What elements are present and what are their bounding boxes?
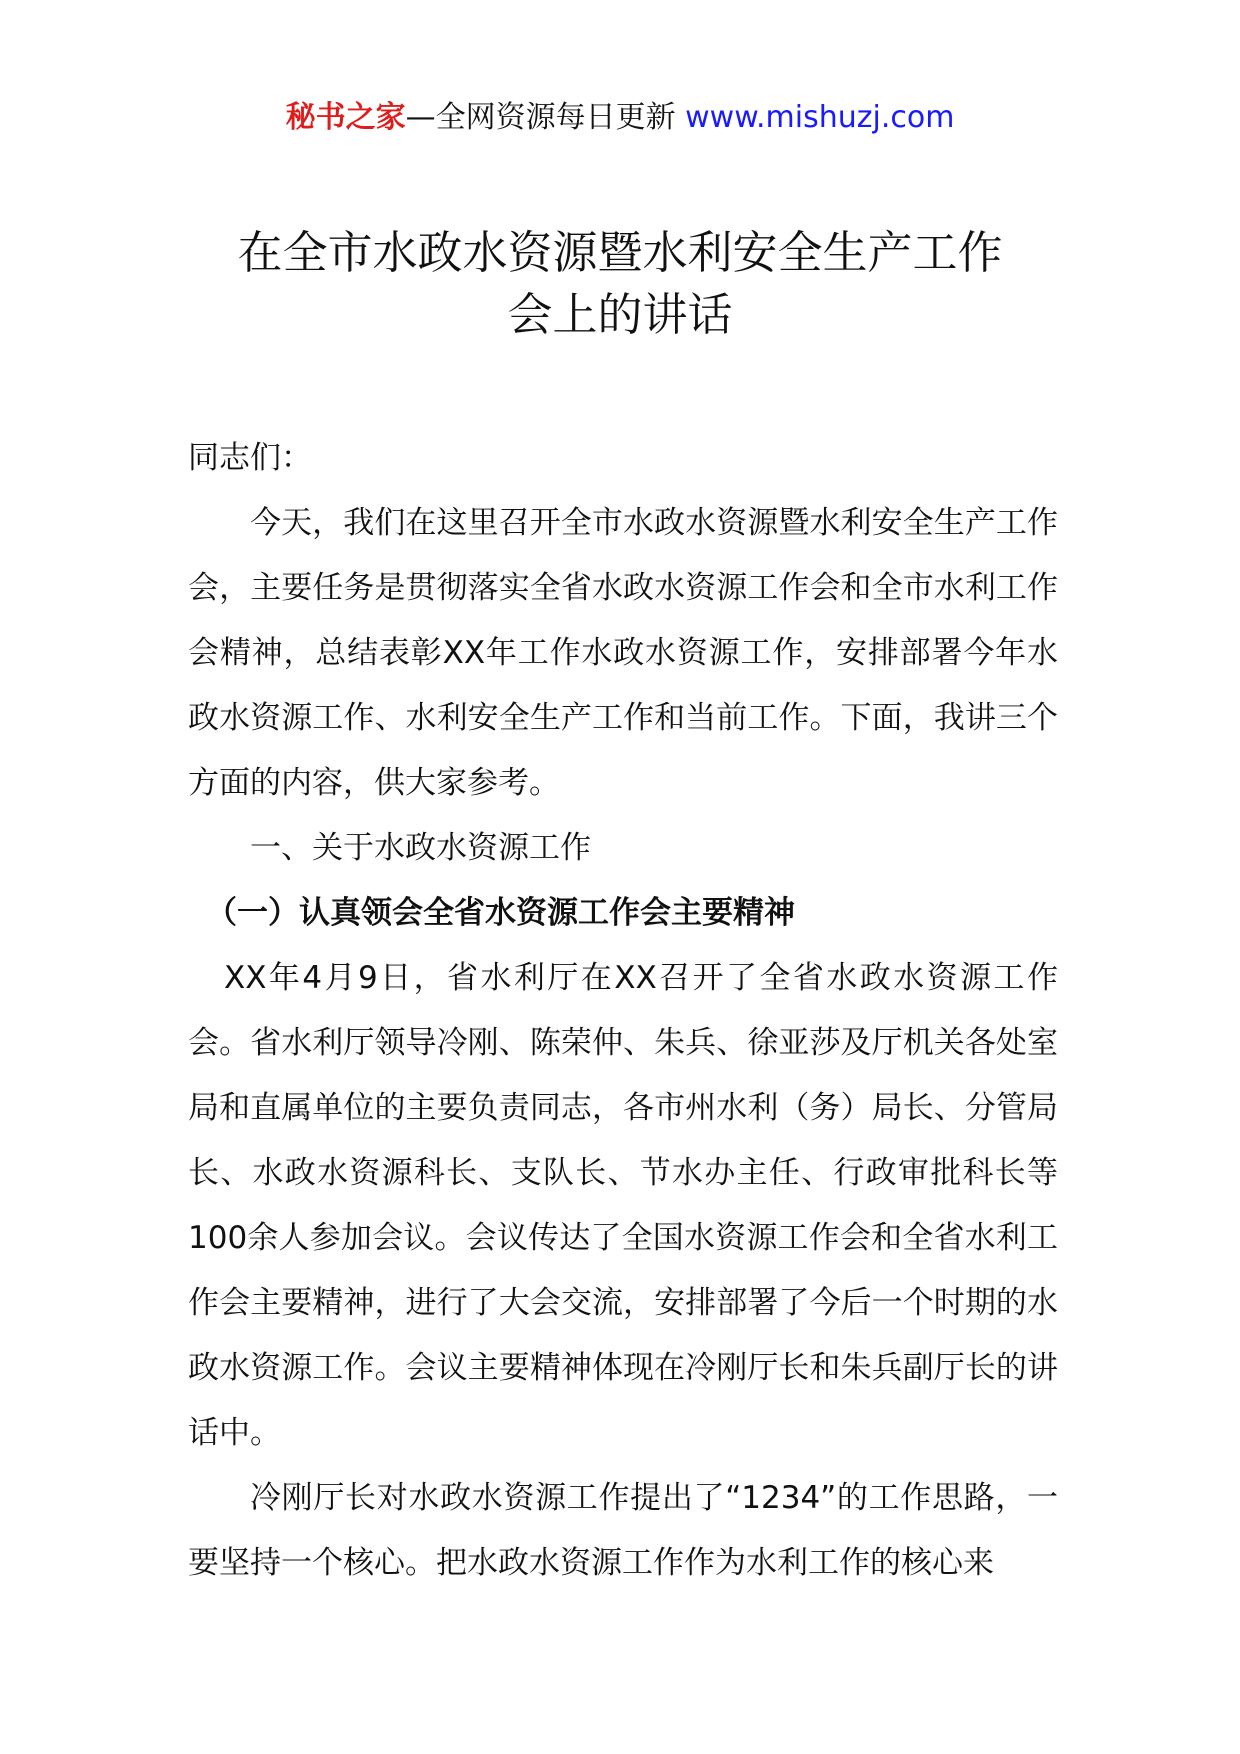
document-title [0,222,1240,346]
site-brand: 秘书之家 [285,100,406,135]
salutation: 同志们： [188,440,312,476]
paragraph-intro: 今天，我们在这里召开全市水政水资源暨水利安全生产工作会，主要任务是贯彻落实全省水政水资源工作会和全市水利工作会精神，总结表彰XX年工作水政水资源工作，安排部署今年水政水资源工作、水利安全生产工作和当前工作。下面，我讲三个方面的内容，供大家参考。 [188,505,1058,801]
section-heading-1: 一、关于水政水资源工作 [250,830,591,866]
subsection-heading-1: （一）认真领会全省水资源工作会主要精神 [206,895,795,931]
site-url-link[interactable]: www.mishuzj.com [685,100,955,135]
paragraph-meeting: XX年4月9日，省水利厅在XX召开了全省水政水资源工作会。省水利厅领导冷刚、陈荣仲、朱兵、徐亚莎及厅机关各处室局和直属单位的主要负责同志，各市州水利（务）局长、分管局长、水政水资源科长、支队长、节水办主任、行政审批科长等100余人参加会议。会议传达了全国水资源工作会和全省水利工作会主要精神，进行了大会交流，安排部署了今后一个时期的水政水资源工作。会议主要精神体现在冷刚厅长和朱兵副厅长的讲话中。 [188,960,1058,1451]
title-line-1: 在全市水政水资源暨水利安全生产工作 [237,226,1003,279]
document-body [188,426,1058,1596]
site-header [0,98,1240,138]
paragraph-director: 冷刚厅长对水政水资源工作提出了“1234”的工作思路，一要坚持一个核心。把水政水资源工作作为水利工作的核心来 [188,1480,1058,1581]
site-tagline: —全网资源每日更新 [405,100,686,135]
title-line-2: 会上的讲话 [507,288,733,341]
